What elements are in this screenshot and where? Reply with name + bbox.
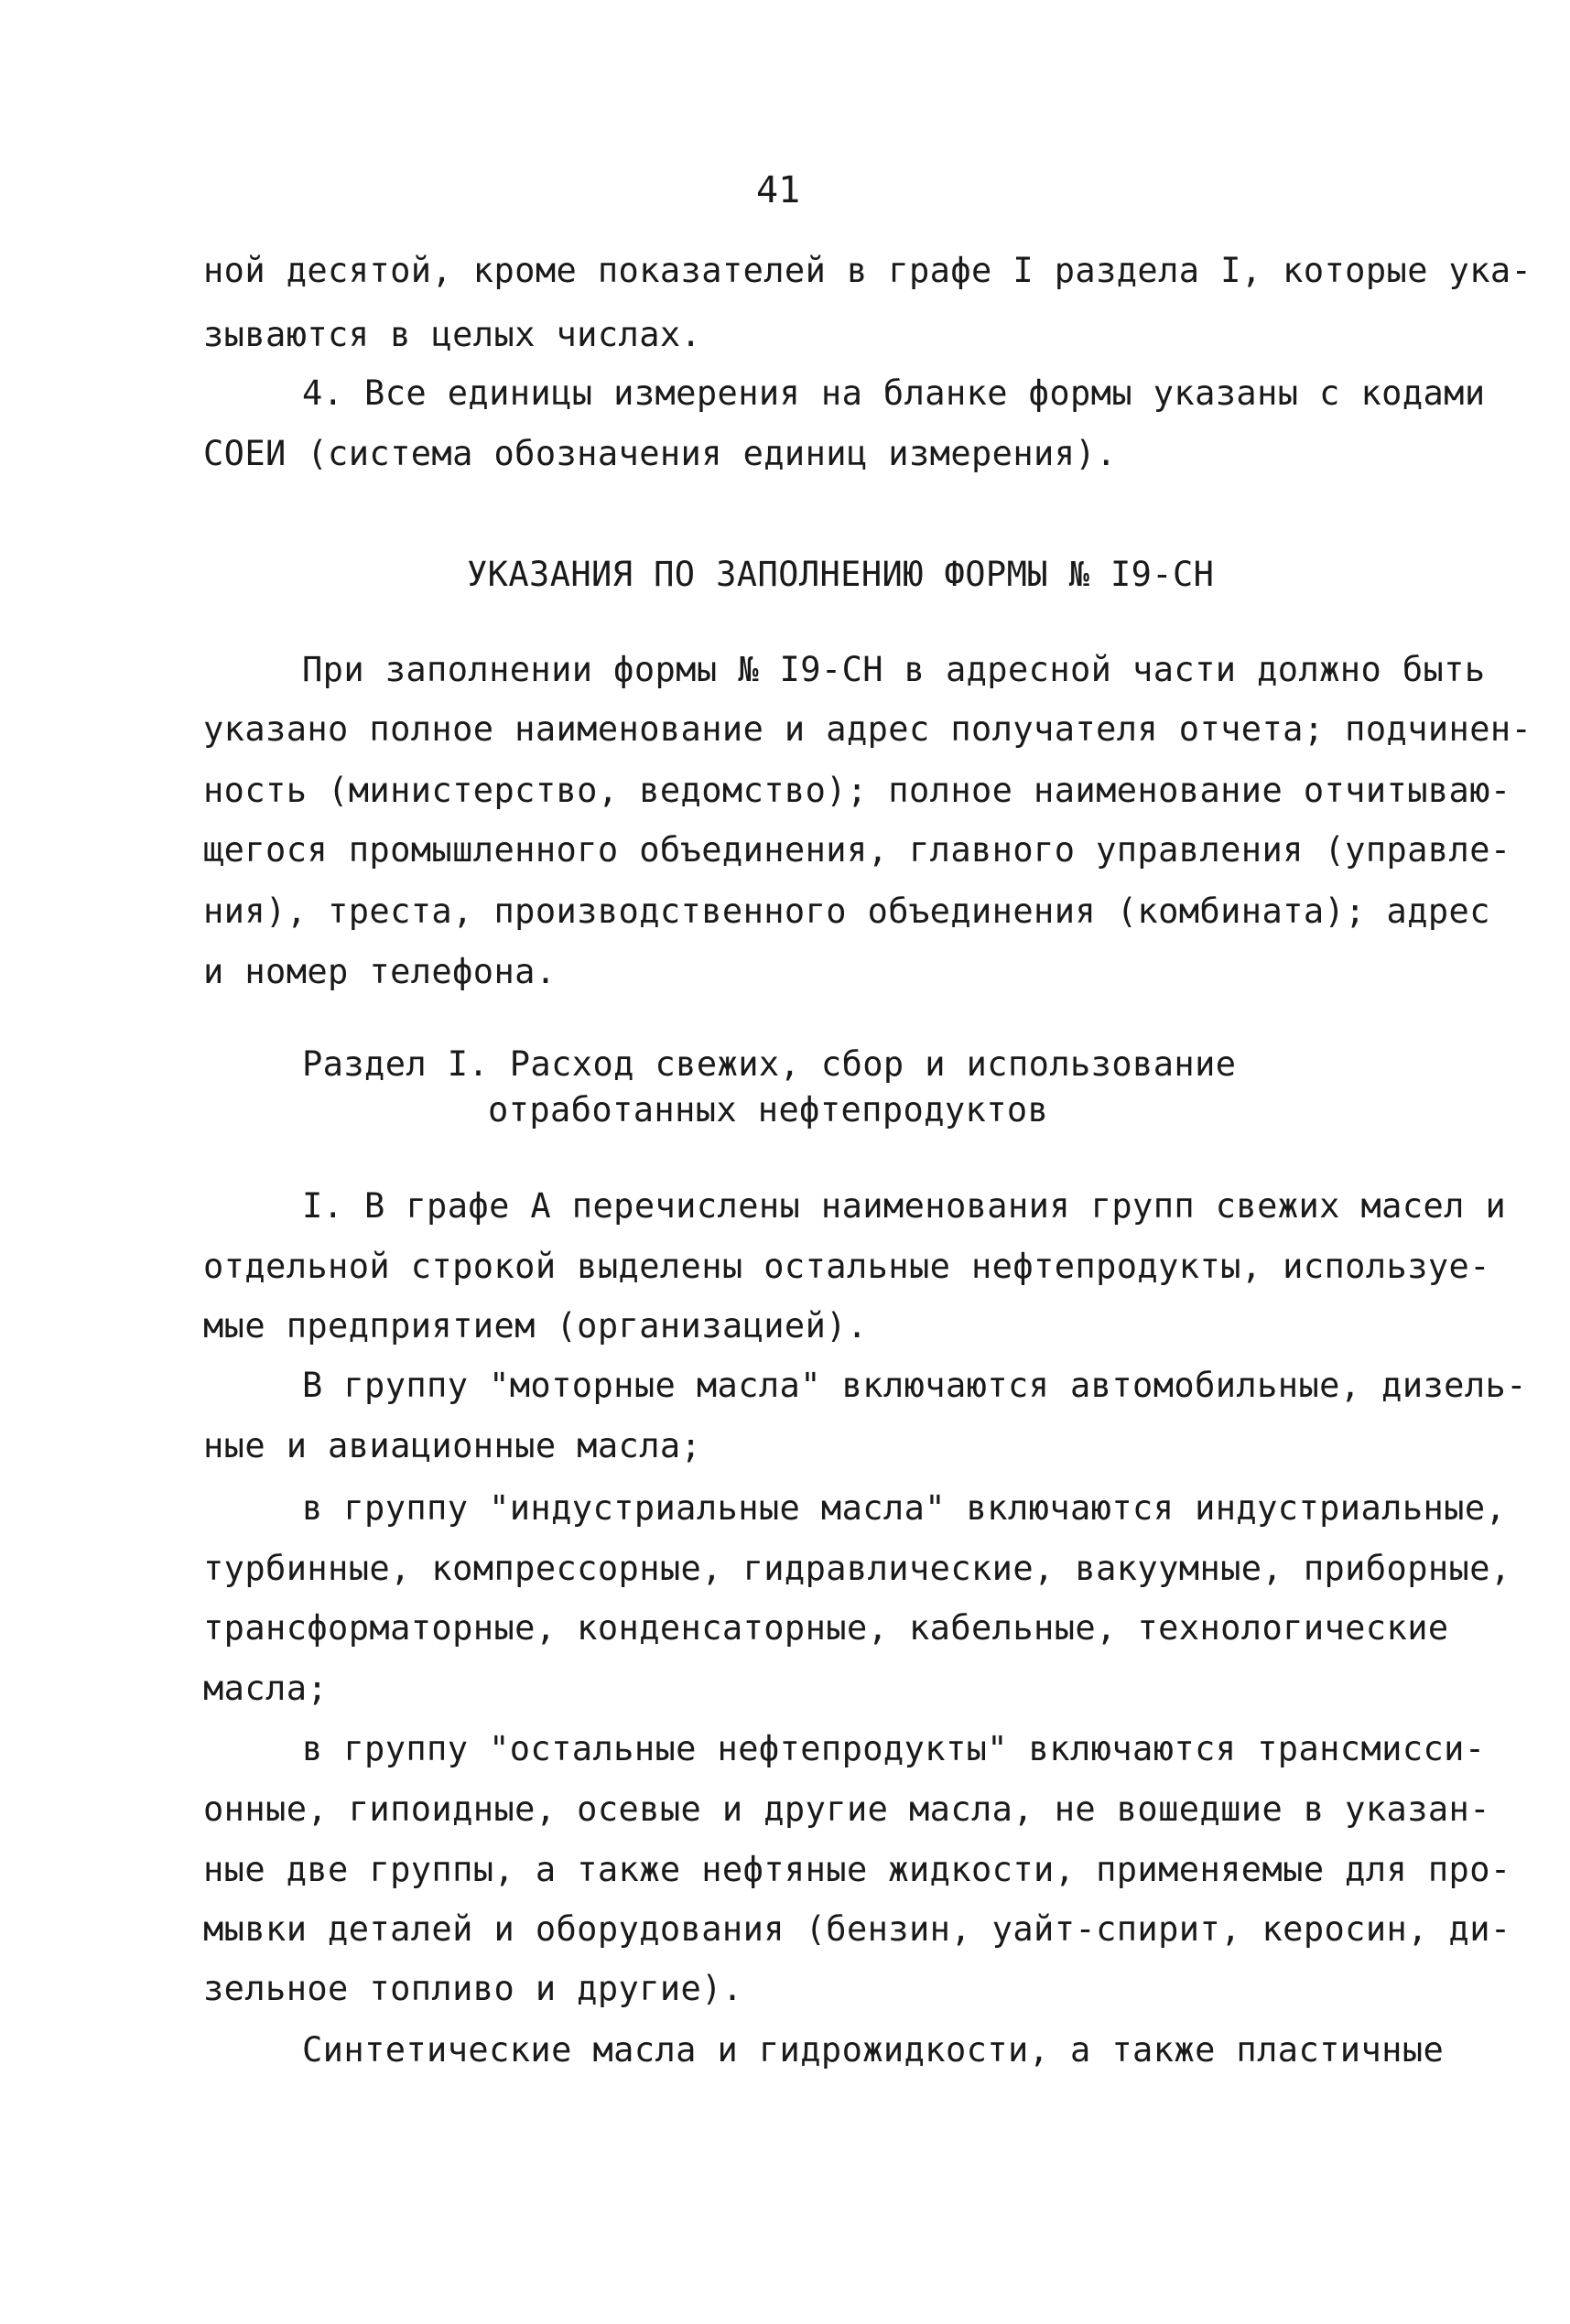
section-title: Раздел I. Расход свежих, сбор и использование [302,1044,1237,1084]
section-line-13: мывки деталей и оборудования (бензин, уайт-спирит, керосин, ди- [203,1909,1511,1949]
intro-line-4: СОЕИ (система обозначения единиц измерения). [203,434,1117,473]
section-line-7: турбинные, компрессорные, гидравлические, вакуумные, приборные, [203,1549,1511,1588]
paragraph-line-2: указано полное наименование и адрес получателя отчета; подчинен- [203,709,1532,749]
section-line-10: в группу "остальные нефтепродукты" включаются трансмисси- [302,1729,1486,1768]
paragraph-line-5: ния), треста, производственного объединения (комбината); адрес [203,892,1490,931]
main-heading: УКАЗАНИЯ ПО ЗАПОЛНЕНИЮ ФОРМЫ № I9-СН [467,555,1215,594]
section-line-8: трансформаторные, конденсаторные, кабельные, технологические [203,1608,1449,1648]
section-line-1: I. В графе А перечислены наименования групп свежих масел и [302,1186,1507,1226]
intro-line-1: ной десятой, кроме показателей в графе I раздела I, которые ука- [203,251,1532,290]
intro-line-3: 4. Все единицы измерения на бланке формы указаны с кодами [302,373,1486,413]
section-subtitle: отработанных нефтепродуктов [488,1090,1049,1130]
intro-line-2: зываются в целых числах. [203,315,702,354]
page-number: 41 [756,169,801,211]
paragraph-line-4: щегося промышленного объединения, главного управления (управле- [203,830,1511,870]
section-line-9: масла; [203,1669,329,1708]
section-line-5: ные и авиационные масла; [203,1426,702,1465]
section-line-2: отдельной строкой выделены остальные нефтепродукты, используе- [203,1247,1490,1286]
section-line-14: зельное топливо и другие). [203,1969,743,2008]
paragraph-line-1: При заполнении формы № I9-СН в адресной части должно быть [302,650,1486,689]
section-line-4: В группу "моторные масла" включаются автомобильные, дизель- [302,1366,1527,1405]
section-line-3: мые предприятием (организацией). [203,1306,868,1346]
section-line-15: Синтетические масла и гидрожидкости, а также пластичные [302,2030,1445,2070]
paragraph-line-6: и номер телефона. [203,952,557,991]
paragraph-line-3: ность (министерство, ведомство); полное наименование отчитываю- [203,771,1511,810]
section-line-12: ные две группы, а также нефтяные жидкости, применяемые для про- [203,1850,1511,1889]
section-line-11: онные, гипоидные, осевые и другие масла, не вошедшие в указан- [203,1789,1490,1829]
section-line-6: в группу "индустриальные масла" включаются индустриальные, [302,1488,1507,1528]
